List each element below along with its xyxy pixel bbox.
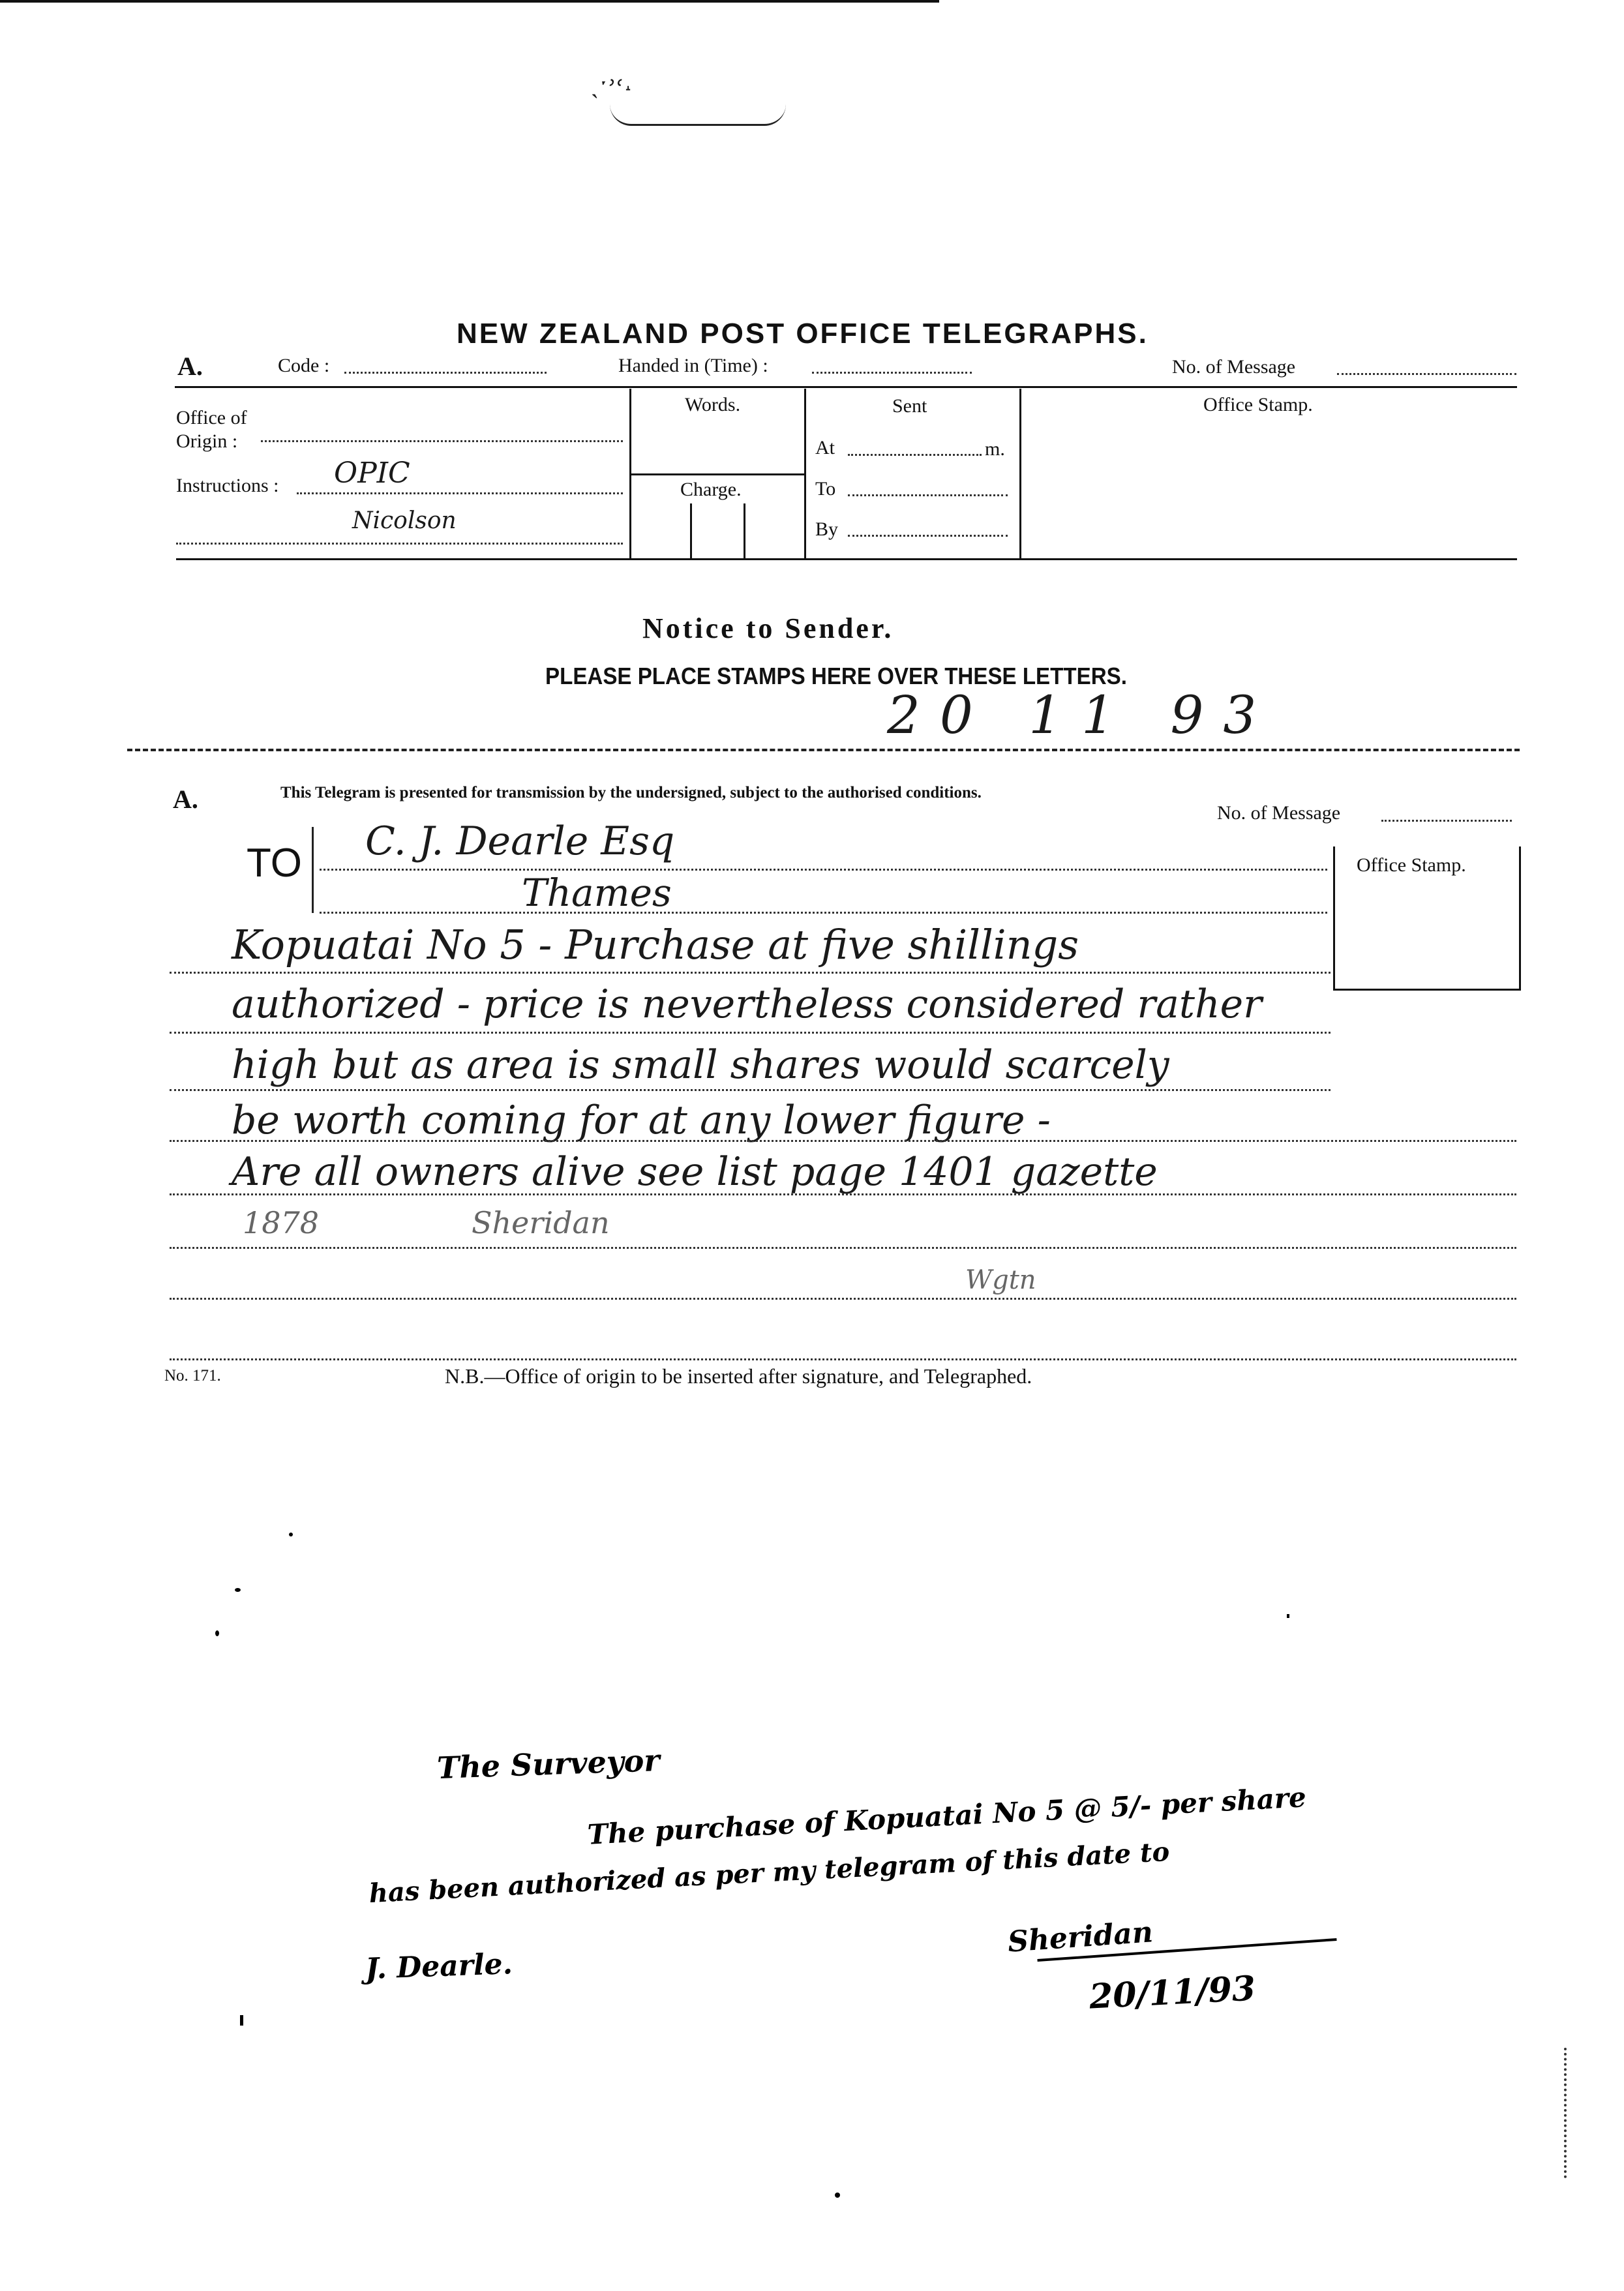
minute-line-3: has been authorized as per my telegram of this date to xyxy=(368,1836,1171,1909)
office-stamp-label-a: Office Stamp. xyxy=(1203,394,1313,415)
box-divider-2 xyxy=(804,389,806,560)
minute-line-1: The Surveyor xyxy=(436,1743,661,1786)
no-of-message-label-b: No. of Message xyxy=(1217,802,1341,824)
notice-instruction: PLEASE PLACE STAMPS HERE OVER THESE LETTERS. xyxy=(545,663,1127,689)
charge-col-1 xyxy=(690,503,692,560)
message-line: 1878 Sheridan xyxy=(243,1205,610,1240)
message-line: Are all owners alive see list page 1401 gazette xyxy=(232,1149,1158,1195)
minute-line-4: J. Dearle. xyxy=(365,1947,513,1986)
to-field-a xyxy=(848,494,1008,496)
minute-line-2: The purchase of Kopuatai No 5 @ 5/- per share xyxy=(586,1781,1307,1851)
edge-dots xyxy=(1564,2048,1567,2178)
instructions-field-1 xyxy=(297,492,623,494)
office-stamp-label-b: Office Stamp. xyxy=(1357,854,1466,876)
to-label-a: To xyxy=(815,478,836,500)
speck xyxy=(235,1588,241,1592)
code-field xyxy=(344,372,547,374)
by-label: By xyxy=(815,518,839,540)
notice-heading: Notice to Sender. xyxy=(642,612,894,644)
message-line: Kopuatai No 5 - Purchase at five shillings xyxy=(232,921,1079,968)
at-suffix: m. xyxy=(985,438,1005,460)
box-divider-3 xyxy=(1019,389,1021,560)
tear-line xyxy=(127,749,1520,751)
box-bottom-rule xyxy=(176,558,1517,560)
to-label-b: TO xyxy=(247,841,302,886)
form-title: NEW ZEALAND POST OFFICE TELEGRAPHS. xyxy=(457,318,1149,350)
message-line: authorized - price is nevertheless considered rather xyxy=(232,981,1262,1027)
to-line-2-rule xyxy=(320,912,1327,914)
at-label: At xyxy=(815,437,835,458)
message-rule xyxy=(170,1298,1516,1300)
no-of-message-field xyxy=(1337,373,1516,375)
top-edge-rule xyxy=(0,0,939,3)
message-rule xyxy=(170,972,1331,974)
to-line-2: Thames xyxy=(522,871,672,915)
words-label: Words. xyxy=(685,394,741,415)
message-rule xyxy=(170,1032,1331,1034)
message-line: Wgtn xyxy=(965,1265,1036,1295)
by-field xyxy=(848,535,1008,537)
message-rule xyxy=(170,1089,1331,1091)
office-of-origin-field xyxy=(261,440,623,442)
to-line-1: C. J. Dearle Esq xyxy=(365,818,675,864)
message-rule xyxy=(170,1358,1516,1360)
handed-in-field xyxy=(812,372,972,374)
top-scribble-stroke xyxy=(610,104,786,126)
minute-signature: Sheridan xyxy=(1006,1915,1154,1959)
section-letter-b: A. xyxy=(173,785,198,814)
presented-text: This Telegram is presented for transmission by the undersigned, subject to the authorised conditions. xyxy=(280,784,982,801)
handed-in-label: Handed in (Time) : xyxy=(618,355,768,376)
code-label: Code : xyxy=(278,355,330,376)
no-of-message-field-b xyxy=(1381,820,1512,822)
no-of-message-label: No. of Message xyxy=(1172,356,1296,378)
speck xyxy=(1287,1614,1289,1618)
header-rule xyxy=(175,386,1517,388)
sent-label: Sent xyxy=(892,395,927,417)
instructions-value-2: Nicolson xyxy=(352,507,457,534)
message-rule xyxy=(170,1193,1516,1195)
office-of-origin-label-1: Office of xyxy=(176,407,247,428)
instructions-value-1: OPIC xyxy=(334,457,410,490)
speck xyxy=(835,2193,840,2198)
speck xyxy=(240,2015,243,2026)
words-charge-divider xyxy=(629,473,805,475)
office-of-origin-label-2: Origin : xyxy=(176,430,238,452)
minute-date: 20/11/93 xyxy=(1088,1968,1257,2017)
charge-label: Charge. xyxy=(680,479,742,500)
instructions-label: Instructions : xyxy=(176,475,279,496)
at-field xyxy=(848,454,982,456)
to-line-1-rule xyxy=(320,869,1327,871)
speck xyxy=(289,1533,293,1536)
handwritten-date: 20 11 93 xyxy=(887,685,1276,745)
message-rule xyxy=(170,1140,1516,1142)
footnote: N.B.—Office of origin to be inserted after signature, and Telegraphed. xyxy=(445,1364,1032,1388)
message-rule xyxy=(170,1247,1516,1249)
form-number: No. 171. xyxy=(164,1367,221,1385)
message-line: high but as area is small shares would scarcely xyxy=(232,1042,1169,1088)
charge-col-2 xyxy=(744,503,745,560)
message-line: be worth coming for at any lower figure - xyxy=(232,1098,1051,1143)
section-letter-a: A. xyxy=(177,352,203,381)
instructions-field-2 xyxy=(176,543,623,545)
top-scribble: ˎˑ˒˓˔ xyxy=(590,69,633,99)
speck xyxy=(215,1630,219,1636)
